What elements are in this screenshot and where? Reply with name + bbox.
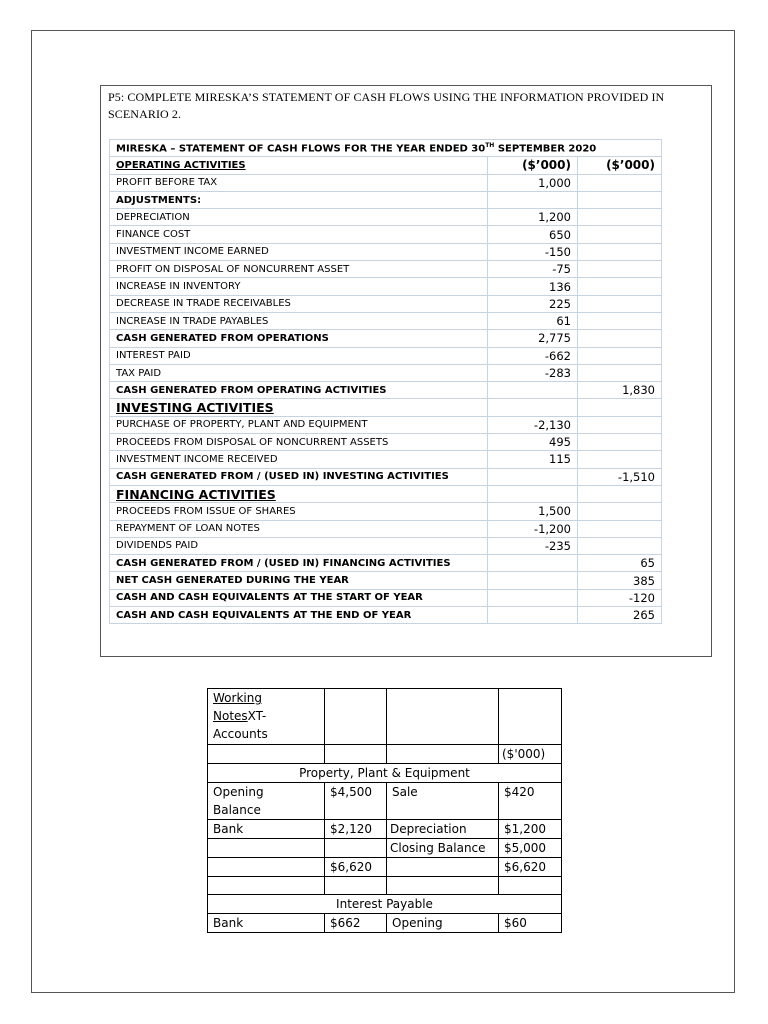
statement-row-value-1: -235 [488,537,578,554]
statement-row [110,607,662,624]
statement-row [110,434,662,451]
spacer-row [208,877,562,895]
statement-row-value-1: 1,500 [488,503,578,520]
unit-column-2: ($’000) [578,157,662,174]
statement-row [110,537,662,554]
statement-row [110,226,662,243]
statement-row-value-1 [488,191,578,208]
statement-row-value-2: 1,830 [578,382,662,399]
statement-row-label: CASH GENERATED FROM / (USED IN) INVESTING ACTIVITIES [110,468,488,485]
statement-row-value-2 [578,364,662,381]
statement-row [110,485,662,502]
statement-row-value-2 [578,312,662,329]
ppe-total-right: $6,620 [499,858,562,877]
statement-row-value-2 [578,261,662,278]
ppe-depreciation-value: $1,200 [499,820,562,839]
ppe-opening-value: $4,500 [325,783,387,820]
statement-row [110,157,662,174]
statement-row [110,209,662,226]
statement-row-label: DEPRECIATION [110,209,488,226]
statement-row-value-1: 225 [488,295,578,312]
statement-row-value-2 [578,537,662,554]
statement-row-label: DECREASE IN TRADE RECEIVABLES [110,295,488,312]
statement-row-label: PROFIT BEFORE TAX [110,174,488,191]
statement-row-value-1: -2,130 [488,416,578,433]
working-notes-table [207,688,562,933]
statement-title: MIRESKA – STATEMENT OF CASH FLOWS FOR THE YEAR ENDED 30TH SEPTEMBER 2020 [110,140,662,157]
statement-row-value-1: -150 [488,243,578,260]
statement-row-label: NET CASH GENERATED DURING THE YEAR [110,572,488,589]
statement-row-label: CASH GENERATED FROM OPERATIONS [110,330,488,347]
statement-row-value-1: -283 [488,364,578,381]
wn-title: Working NotesXT- Accounts [208,689,325,745]
ppe-closing-label: Closing Balance [387,839,499,858]
statement-row-value-1 [488,468,578,485]
statement-row-label: INVESTMENT INCOME RECEIVED [110,451,488,468]
statement-row-label: CASH GENERATED FROM / (USED IN) FINANCING ACTIVITIES [110,555,488,572]
statement-row-value-2 [578,416,662,433]
statement-row-value-1: 115 [488,451,578,468]
statement-row-value-1 [488,382,578,399]
statement-row-value-1 [488,607,578,624]
statement-row-label: TAX PAID [110,364,488,381]
statement-row [110,503,662,520]
statement-row [110,330,662,347]
ppe-closing-row [208,839,562,858]
statement-row-value-1: 136 [488,278,578,295]
statement-row-value-2 [578,243,662,260]
statement-row-value-1: -75 [488,261,578,278]
statement-title-row [110,140,662,157]
statement-row-value-2 [578,434,662,451]
statement-row-value-2 [578,330,662,347]
statement-row [110,382,662,399]
interest-heading-row [208,895,562,914]
statement-row-value-2 [578,451,662,468]
statement-row-value-1: 61 [488,312,578,329]
ppe-heading: Property, Plant & Equipment [208,764,562,783]
statement-row-value-2 [578,191,662,208]
statement-row-value-2 [578,295,662,312]
statement-row-label: PROCEEDS FROM ISSUE OF SHARES [110,503,488,520]
statement-row [110,416,662,433]
statement-row-value-2 [578,209,662,226]
statement-row-value-2 [578,485,662,502]
statement-row-label: ADJUSTMENTS: [110,191,488,208]
ppe-total-row [208,858,562,877]
ppe-sale-value: $420 [499,783,562,820]
statement-row [110,347,662,364]
statement-row-value-1: 1,000 [488,174,578,191]
statement-row-label: CASH GENERATED FROM OPERATING ACTIVITIES [110,382,488,399]
statement-row-value-2 [578,503,662,520]
statement-row-label: FINANCING ACTIVITIES [110,485,488,502]
statement-row-label: INCREASE IN INVENTORY [110,278,488,295]
ppe-depreciation-label: Depreciation [387,820,499,839]
ppe-heading-row [208,764,562,783]
interest-heading: Interest Payable [208,895,562,914]
statement-row-value-1 [488,485,578,502]
statement-row [110,243,662,260]
interest-row [208,914,562,933]
statement-row-value-1: -662 [488,347,578,364]
statement-row-value-1 [488,399,578,416]
interest-bank-value: $662 [325,914,387,933]
statement-row-label: OPERATING ACTIVITIES [110,157,488,174]
interest-opening-value: $60 [499,914,562,933]
statement-row-value-1: 495 [488,434,578,451]
interest-bank-label: Bank [208,914,325,933]
statement-row-label: PROFIT ON DISPOSAL OF NONCURRENT ASSET [110,261,488,278]
statement-row-value-2 [578,174,662,191]
statement-row [110,399,662,416]
statement-row-value-2: -1,510 [578,468,662,485]
statement-row-label: CASH AND CASH EQUIVALENTS AT THE END OF YEAR [110,607,488,624]
statement-row-value-2: -120 [578,589,662,606]
ppe-bank-label: Bank [208,820,325,839]
statement-row-value-1: 2,775 [488,330,578,347]
statement-row [110,451,662,468]
statement-row-label: DIVIDENDS PAID [110,537,488,554]
ppe-bank-row [208,820,562,839]
statement-row-value-1 [488,555,578,572]
statement-row-value-2 [578,520,662,537]
statement-row-value-1 [488,589,578,606]
statement-row [110,174,662,191]
statement-row-value-2: 265 [578,607,662,624]
statement-row-label: INTEREST PAID [110,347,488,364]
statement-row [110,520,662,537]
statement-row-value-2 [578,278,662,295]
statement-row [110,468,662,485]
statement-row-label: INVESTMENT INCOME EARNED [110,243,488,260]
statement-row [110,312,662,329]
statement-row-value-2 [578,347,662,364]
ppe-opening-label: Opening Balance [208,783,325,820]
statement-row [110,261,662,278]
statement-row-value-1: -1,200 [488,520,578,537]
statement-row-label: PURCHASE OF PROPERTY, PLANT AND EQUIPMENT [110,416,488,433]
statement-row-label: FINANCE COST [110,226,488,243]
statement-row-label: INVESTING ACTIVITIES [110,399,488,416]
cash-flow-statement-table [109,139,662,624]
statement-row [110,364,662,381]
ppe-total-left: $6,620 [325,858,387,877]
interest-opening-label: Opening [387,914,499,933]
ppe-closing-value: $5,000 [499,839,562,858]
statement-row-value-2: 385 [578,572,662,589]
wn-unit: ($'000) [499,745,562,764]
statement-row-label: INCREASE IN TRADE PAYABLES [110,312,488,329]
statement-row [110,589,662,606]
statement-row-label: PROCEEDS FROM DISPOSAL OF NONCURRENT ASSETS [110,434,488,451]
statement-row [110,555,662,572]
ppe-sale-label: Sale [387,783,499,820]
statement-row [110,278,662,295]
statement-row-value-2 [578,226,662,243]
ppe-opening-row [208,783,562,820]
statement-row [110,191,662,208]
statement-row-label: REPAYMENT OF LOAN NOTES [110,520,488,537]
statement-row-value-2: 65 [578,555,662,572]
statement-row-label: CASH AND CASH EQUIVALENTS AT THE START OF YEAR [110,589,488,606]
ppe-bank-value: $2,120 [325,820,387,839]
wn-unit-row [208,745,562,764]
statement-row-value-1: 1,200 [488,209,578,226]
statement-row-value-1 [488,572,578,589]
question-text: P5: COMPLETE MIRESKA’S STATEMENT OF CASH FLOWS USING THE INFORMATION PROVIDED IN SCENARIO 2. [108,90,665,121]
statement-row-value-2 [578,399,662,416]
statement-row-value-1: 650 [488,226,578,243]
statement-row [110,572,662,589]
unit-column-1: ($’000) [488,157,578,174]
statement-row [110,295,662,312]
wn-title-row [208,689,562,745]
